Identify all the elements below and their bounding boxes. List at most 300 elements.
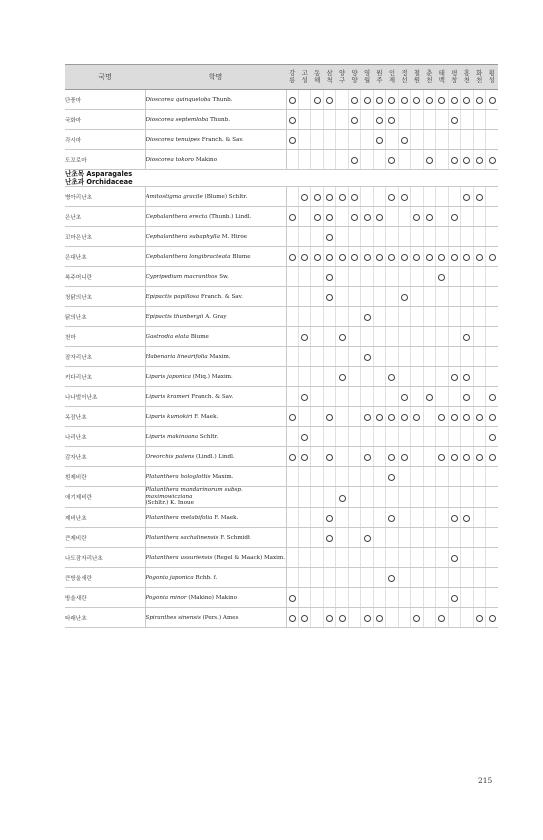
presence-circle-icon	[476, 194, 483, 201]
distribution-cell	[286, 487, 298, 508]
presence-circle-icon	[463, 97, 470, 104]
distribution-cell	[436, 247, 448, 267]
distribution-cell	[448, 110, 460, 130]
distribution-cell	[386, 110, 398, 130]
column-header-region	[436, 65, 448, 90]
distribution-cell	[348, 307, 360, 327]
distribution-cell	[436, 227, 448, 247]
region-char: 주	[376, 76, 383, 84]
column-header-region	[298, 65, 310, 90]
presence-circle-icon	[476, 414, 483, 421]
distribution-cell	[311, 528, 323, 548]
scientific-name	[145, 287, 286, 307]
scientific-name	[145, 568, 286, 588]
distribution-cell	[348, 528, 360, 548]
distribution-cell	[348, 347, 360, 367]
presence-circle-icon	[413, 254, 420, 261]
distribution-cell	[323, 307, 335, 327]
presence-circle-icon	[326, 254, 333, 261]
distribution-cell	[348, 608, 360, 628]
distribution-cell	[411, 427, 423, 447]
column-header-region	[486, 65, 499, 90]
distribution-cell	[473, 287, 485, 307]
presence-circle-icon	[351, 194, 358, 201]
distribution-cell	[411, 588, 423, 608]
table-row	[65, 447, 498, 467]
distribution-cell	[461, 187, 473, 207]
distribution-cell	[486, 130, 499, 150]
species-epithet: Cypripedium macranthos	[145, 273, 218, 280]
region-char: 양	[339, 68, 346, 77]
distribution-cell	[423, 568, 435, 588]
korean-name: 옥잠난초	[65, 407, 145, 427]
column-header-region	[361, 65, 373, 90]
region-char: 화	[476, 68, 483, 77]
presence-circle-icon	[413, 414, 420, 421]
distribution-cell	[323, 347, 335, 367]
presence-circle-icon	[376, 615, 383, 622]
scientific-name-line: Platanthera mandarinorum subsp. maximowicziana	[145, 487, 243, 500]
distribution-cell	[436, 307, 448, 327]
table-row	[65, 227, 498, 247]
distribution-cell	[386, 528, 398, 548]
distribution-cell	[361, 267, 373, 287]
distribution-cell	[336, 467, 348, 487]
presence-circle-icon	[476, 454, 483, 461]
distribution-cell	[411, 568, 423, 588]
region-char: 원	[413, 76, 421, 84]
distribution-cell	[323, 447, 335, 467]
distribution-cell	[386, 150, 398, 170]
presence-circle-icon	[463, 414, 470, 421]
distribution-cell	[348, 427, 360, 447]
presence-circle-icon	[451, 414, 458, 421]
korean-name: 큰방울새란	[65, 568, 145, 588]
distribution-cell	[311, 247, 323, 267]
presence-circle-icon	[388, 157, 395, 164]
distribution-cell	[436, 588, 448, 608]
region-char: 척	[326, 76, 333, 84]
table-row	[65, 467, 498, 487]
region-char: 영	[363, 68, 371, 77]
distribution-cell	[348, 387, 360, 407]
distribution-cell	[286, 150, 298, 170]
distribution-cell	[361, 130, 373, 150]
distribution-cell	[361, 347, 373, 367]
distribution-cell	[448, 287, 460, 307]
distribution-cell	[398, 307, 410, 327]
presence-circle-icon	[289, 137, 296, 144]
distribution-cell	[473, 548, 485, 568]
distribution-cell	[486, 90, 499, 110]
distribution-cell	[398, 568, 410, 588]
presence-circle-icon	[339, 334, 346, 341]
presence-circle-icon	[463, 194, 470, 201]
korean-name: 꼬마은난초	[65, 227, 145, 247]
scientific-name	[145, 548, 286, 568]
distribution-cell	[473, 327, 485, 347]
distribution-cell	[448, 307, 460, 327]
species-epithet: Habenaria linearifolia	[145, 353, 208, 360]
column-header-korean-name: 국명	[65, 65, 145, 90]
distribution-cell	[336, 568, 348, 588]
distribution-cell	[461, 568, 473, 588]
scientific-name	[145, 90, 286, 110]
distribution-cell	[473, 307, 485, 327]
distribution-cell	[373, 307, 385, 327]
distribution-cell	[311, 267, 323, 287]
author-citation: Blume	[232, 253, 251, 260]
scientific-name	[145, 150, 286, 170]
distribution-cell	[448, 367, 460, 387]
presence-circle-icon	[489, 97, 496, 104]
distribution-cell	[486, 227, 499, 247]
distribution-cell	[298, 327, 310, 347]
distribution-cell	[398, 187, 410, 207]
distribution-cell	[411, 608, 423, 628]
scientific-name	[145, 267, 286, 287]
distribution-cell	[436, 287, 448, 307]
presence-circle-icon	[451, 595, 458, 602]
section-heading-row	[65, 170, 498, 187]
region-char: 천	[476, 76, 483, 84]
distribution-cell	[348, 110, 360, 130]
distribution-cell	[411, 110, 423, 130]
distribution-cell	[361, 110, 373, 130]
region-char: 춘	[426, 68, 433, 77]
presence-circle-icon	[351, 254, 358, 261]
table-row	[65, 487, 498, 508]
distribution-cell	[386, 347, 398, 367]
distribution-cell	[323, 267, 335, 287]
presence-circle-icon	[451, 117, 458, 124]
distribution-cell	[486, 447, 499, 467]
presence-circle-icon	[351, 97, 358, 104]
table-row	[65, 387, 498, 407]
presence-circle-icon	[388, 515, 395, 522]
column-header-region	[398, 65, 410, 90]
distribution-cell	[486, 267, 499, 287]
distribution-cell	[386, 227, 398, 247]
distribution-cell	[461, 427, 473, 447]
distribution-cell	[473, 568, 485, 588]
distribution-cell	[336, 588, 348, 608]
distribution-cell	[311, 347, 323, 367]
distribution-cell	[398, 227, 410, 247]
distribution-cell	[348, 187, 360, 207]
distribution-cell	[473, 207, 485, 227]
distribution-cell	[286, 247, 298, 267]
table-row	[65, 307, 498, 327]
distribution-cell	[486, 110, 499, 130]
distribution-cell	[286, 227, 298, 247]
distribution-cell	[411, 327, 423, 347]
distribution-cell	[373, 508, 385, 528]
distribution-cell	[386, 367, 398, 387]
distribution-cell	[286, 307, 298, 327]
distribution-cell	[398, 110, 410, 130]
presence-circle-icon	[289, 454, 296, 461]
distribution-cell	[323, 528, 335, 548]
author-citation: (Pers.) Ames	[202, 614, 239, 621]
distribution-cell	[423, 307, 435, 327]
region-char: 원	[376, 68, 383, 77]
presence-circle-icon	[451, 254, 458, 261]
species-epithet: Epipactis thunbergii	[145, 313, 204, 320]
distribution-cell	[361, 287, 373, 307]
distribution-cell	[486, 367, 499, 387]
species-epithet: Liparis krameri	[145, 393, 190, 400]
region-char: 강	[289, 68, 296, 77]
distribution-cell	[311, 307, 323, 327]
presence-circle-icon	[326, 414, 333, 421]
species-epithet: Gastrodia elata	[145, 333, 189, 340]
distribution-cell	[398, 207, 410, 227]
distribution-cell	[473, 267, 485, 287]
presence-circle-icon	[489, 454, 496, 461]
presence-circle-icon	[388, 454, 395, 461]
distribution-cell	[323, 90, 335, 110]
distribution-cell	[473, 347, 485, 367]
distribution-cell	[373, 427, 385, 447]
table-row	[65, 508, 498, 528]
presence-circle-icon	[376, 137, 383, 144]
distribution-cell	[336, 267, 348, 287]
column-header-region	[286, 65, 298, 90]
species-epithet: Spiranthes sinensis	[145, 614, 201, 621]
distribution-cell	[298, 247, 310, 267]
presence-circle-icon	[376, 117, 383, 124]
distribution-cell	[348, 487, 360, 508]
distribution-cell	[286, 508, 298, 528]
scientific-name	[145, 307, 286, 327]
distribution-cell	[323, 110, 335, 130]
distribution-cell	[486, 307, 499, 327]
distribution-cell	[411, 387, 423, 407]
distribution-cell	[436, 130, 448, 150]
distribution-cell	[298, 227, 310, 247]
korean-name: 은대난초	[65, 247, 145, 267]
region-char: 홍	[463, 68, 470, 77]
distribution-cell	[373, 227, 385, 247]
distribution-cell	[373, 287, 385, 307]
distribution-cell	[398, 267, 410, 287]
region-char: 해	[314, 76, 321, 84]
distribution-cell	[386, 187, 398, 207]
distribution-cell	[298, 588, 310, 608]
presence-circle-icon	[463, 374, 470, 381]
distribution-cell	[386, 407, 398, 427]
presence-circle-icon	[314, 214, 321, 221]
distribution-cell	[373, 150, 385, 170]
distribution-cell	[323, 287, 335, 307]
presence-circle-icon	[401, 394, 408, 401]
distribution-cell	[411, 130, 423, 150]
author-citation: (Blume) Schltr.	[204, 193, 248, 200]
column-header-region	[423, 65, 435, 90]
presence-circle-icon	[463, 254, 470, 261]
distribution-cell	[298, 407, 310, 427]
species-epithet: Cephalanthera subaphylla	[145, 233, 220, 240]
table-row	[65, 207, 498, 227]
distribution-cell	[298, 528, 310, 548]
presence-circle-icon	[388, 117, 395, 124]
distribution-cell	[311, 207, 323, 227]
author-citation: Maxim.	[209, 353, 231, 360]
distribution-cell	[448, 187, 460, 207]
distribution-cell	[286, 427, 298, 447]
distribution-cell	[348, 367, 360, 387]
distribution-cell	[386, 548, 398, 568]
species-epithet: Platanthera ussuriensis	[145, 554, 213, 561]
distribution-cell	[336, 427, 348, 447]
distribution-cell	[286, 548, 298, 568]
distribution-cell	[423, 187, 435, 207]
distribution-cell	[436, 347, 448, 367]
distribution-cell	[461, 588, 473, 608]
distribution-cell	[423, 267, 435, 287]
distribution-cell	[311, 90, 323, 110]
distribution-cell	[411, 267, 423, 287]
presence-circle-icon	[351, 214, 358, 221]
distribution-cell	[486, 287, 499, 307]
author-citation: Thunb.	[212, 96, 233, 103]
distribution-cell	[323, 187, 335, 207]
distribution-cell	[336, 90, 348, 110]
presence-circle-icon	[451, 214, 458, 221]
presence-circle-icon	[426, 157, 433, 164]
column-header-region	[311, 65, 323, 90]
distribution-cell	[348, 130, 360, 150]
presence-circle-icon	[289, 97, 296, 104]
distribution-cell	[461, 548, 473, 568]
distribution-cell	[373, 588, 385, 608]
distribution-cell	[348, 447, 360, 467]
distribution-cell	[286, 367, 298, 387]
author-citation: F. Maek.	[214, 514, 239, 521]
distribution-cell	[448, 487, 460, 508]
distribution-cell	[461, 110, 473, 130]
distribution-cell	[361, 528, 373, 548]
presence-circle-icon	[326, 294, 333, 301]
distribution-cell	[311, 407, 323, 427]
column-header-region	[386, 65, 398, 90]
distribution-cell	[423, 347, 435, 367]
distribution-cell	[448, 568, 460, 588]
section-heading-line: 난초목 Asparagales	[65, 170, 133, 178]
author-citation: Makino	[195, 156, 218, 163]
distribution-cell	[311, 427, 323, 447]
species-epithet: Pogonia minor	[145, 594, 187, 601]
distribution-cell	[486, 187, 499, 207]
author-citation: Thunb.	[210, 116, 230, 123]
distribution-cell	[473, 187, 485, 207]
distribution-cell	[473, 608, 485, 628]
species-epithet: Liparis makinoana	[145, 433, 199, 440]
distribution-cell	[298, 187, 310, 207]
distribution-cell	[386, 608, 398, 628]
species-epithet: Epipactis papillosa	[145, 293, 200, 300]
distribution-cell	[398, 287, 410, 307]
distribution-cell	[361, 327, 373, 347]
table-row	[65, 568, 498, 588]
distribution-cell	[423, 407, 435, 427]
presence-circle-icon	[351, 157, 358, 164]
region-char: 동	[314, 68, 321, 77]
distribution-cell	[411, 247, 423, 267]
species-epithet: Cephalanthera erecta	[145, 213, 208, 220]
distribution-cell	[361, 407, 373, 427]
distribution-cell	[386, 487, 398, 508]
distribution-cell	[311, 487, 323, 508]
distribution-cell	[298, 150, 310, 170]
distribution-cell	[423, 387, 435, 407]
distribution-cell	[323, 327, 335, 347]
presence-circle-icon	[376, 254, 383, 261]
table-row	[65, 327, 498, 347]
distribution-cell	[486, 347, 499, 367]
distribution-cell	[473, 508, 485, 528]
distribution-cell	[436, 447, 448, 467]
presence-circle-icon	[476, 157, 483, 164]
presence-circle-icon	[326, 214, 333, 221]
distribution-cell	[348, 508, 360, 528]
distribution-cell	[411, 347, 423, 367]
region-char: 양	[351, 68, 358, 77]
scientific-name	[145, 130, 286, 150]
distribution-cell	[323, 247, 335, 267]
distribution-cell	[298, 110, 310, 130]
region-char: 월	[363, 76, 371, 84]
distribution-cell	[336, 487, 348, 508]
author-citation: Franch. & Sav.	[191, 393, 234, 400]
distribution-cell	[348, 90, 360, 110]
distribution-cell	[473, 90, 485, 110]
distribution-cell	[298, 487, 310, 508]
distribution-cell	[473, 407, 485, 427]
presence-circle-icon	[476, 615, 483, 622]
distribution-cell	[411, 227, 423, 247]
presence-circle-icon	[339, 254, 346, 261]
distribution-cell	[336, 130, 348, 150]
distribution-cell	[486, 207, 499, 227]
distribution-cell	[361, 367, 373, 387]
distribution-cell	[473, 227, 485, 247]
distribution-cell	[311, 287, 323, 307]
author-citation: F. Schmidt	[220, 534, 251, 541]
presence-circle-icon	[364, 414, 371, 421]
distribution-cell	[386, 467, 398, 487]
scientific-name	[145, 508, 286, 528]
distribution-cell	[398, 588, 410, 608]
distribution-cell	[361, 90, 373, 110]
presence-circle-icon	[451, 555, 458, 562]
presence-circle-icon	[489, 414, 496, 421]
distribution-cell	[461, 387, 473, 407]
distribution-cell	[348, 207, 360, 227]
distribution-cell	[436, 548, 448, 568]
distribution-cell	[373, 548, 385, 568]
distribution-cell	[398, 487, 410, 508]
presence-circle-icon	[438, 454, 445, 461]
distribution-cell	[486, 528, 499, 548]
page-number: 215	[478, 776, 493, 785]
table-row	[65, 588, 498, 608]
distribution-cell	[448, 130, 460, 150]
author-citation: Schltr.	[199, 433, 219, 440]
distribution-cell	[311, 508, 323, 528]
distribution-cell	[361, 588, 373, 608]
